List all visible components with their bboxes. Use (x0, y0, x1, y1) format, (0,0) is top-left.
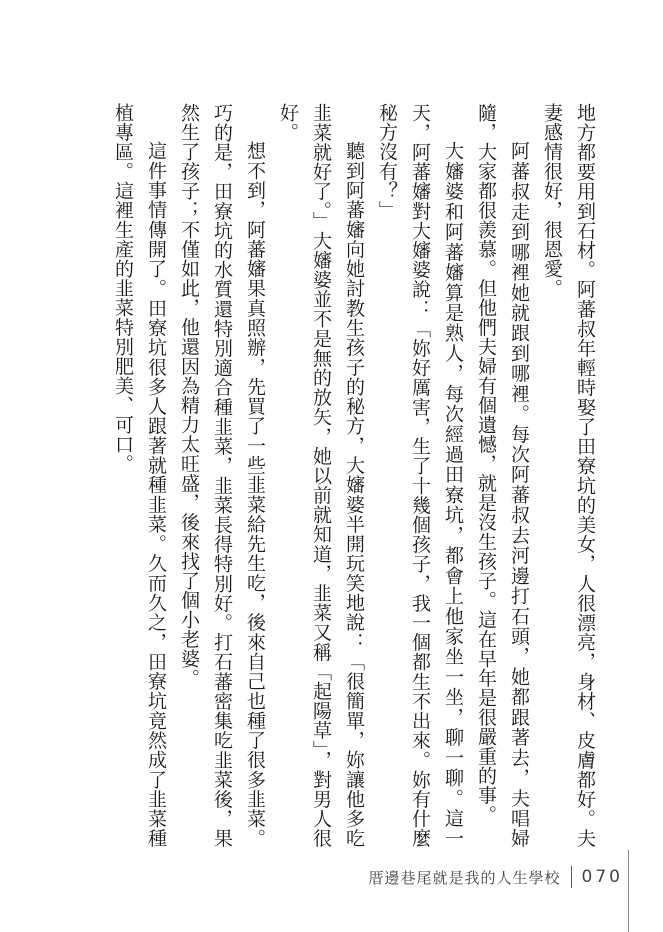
side-rule (628, 850, 629, 932)
body-text (101, 103, 601, 848)
paragraph: 地方都要用到石材。阿蕃叔年輕時娶了田寮坑的美女，人很漂亮，身材、皮膚都好。夫妻感情很好，很恩愛。 (541, 103, 596, 848)
paragraph: 想不到，阿蕃嬸果真照辦，先買了一些韭菜給先生吃，後來自己也種了很多韭菜。巧的是，田寮坑的水質還特別適合種韭菜，韭菜長得特別好。打石蕃密集吃韭菜後，果然生了孩子；不僅如此，他還因為精力太旺盛，後來找了個小老婆。 (178, 103, 266, 848)
paragraph: 阿蕃叔走到哪裡她就跟到哪裡。每次阿蕃叔去河邊打石頭，她都跟著去，夫唱婦隨，大家都很羨慕。但他們夫婦有個遺憾，就是沒生孩子。這在早年是很嚴重的事。 (475, 103, 530, 848)
paragraph: 聽到阿蕃嬸向她討教生孩子的秘方，大嬸婆半開玩笑地說：「很簡單，妳讓他多吃韭菜就好了。」大嬸婆並不是無的放矢，她以前就知道，韭菜又稱「起陽草」，對男人很好。 (277, 103, 365, 848)
paragraph: 這件事情傳開了。田寮坑很多人跟著就種韭菜。久而久之，田寮坑竟然成了韭菜種植專區。這裡生產的韭菜特別肥美、可口。 (112, 103, 167, 848)
running-title: 厝邊巷尾就是我的人生學校 (368, 868, 561, 887)
paragraph: 大嬸婆和阿蕃嬸算是熟人，每次經過田寮坑，都會上他家坐一坐，聊一聊。這一天，阿蕃嬸對大嬸婆說：「妳好厲害，生了十幾個孩子，我一個都生不出來。妳有什麼秘方沒有？」 (376, 103, 464, 848)
page-number: 070 (581, 867, 623, 887)
page-footer (369, 862, 623, 892)
footer-divider (571, 866, 572, 888)
